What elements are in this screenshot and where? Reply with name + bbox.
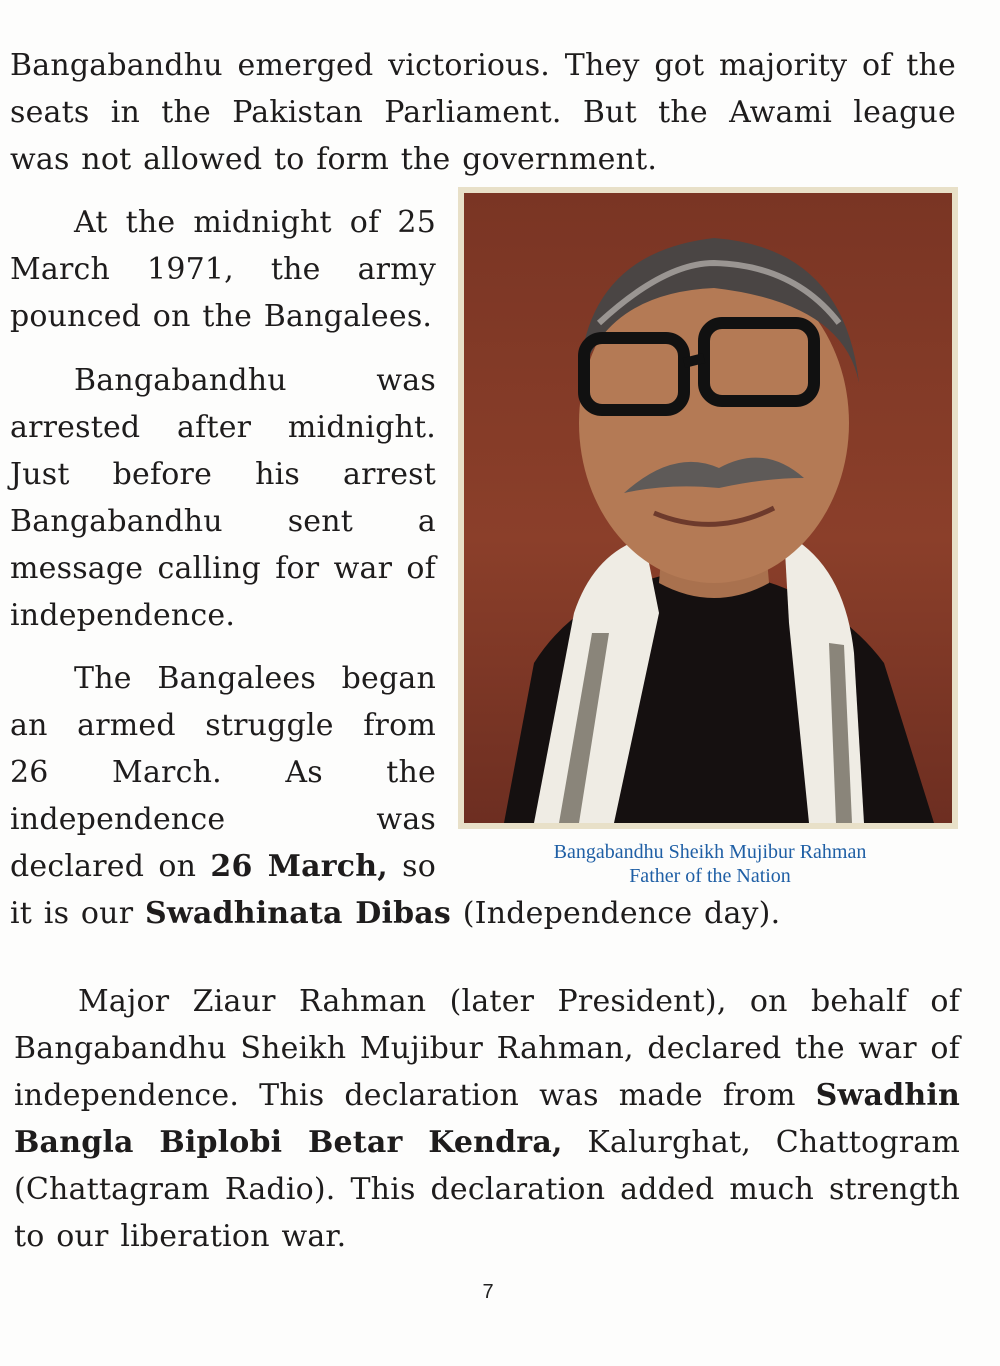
paragraph-3-line: Bangabandhu was — [74, 363, 436, 398]
caption-line: Father of the Nation — [629, 865, 791, 887]
page-number: 7 — [482, 1281, 494, 1303]
portrait-illustration — [464, 193, 952, 823]
bold-date: 26 March, — [210, 849, 388, 884]
paragraph-4 — [10, 655, 436, 890]
text-run: declared on — [10, 849, 211, 884]
paragraph-4-line — [10, 843, 436, 890]
paragraph-4-continuation — [10, 890, 790, 937]
portrait-photo — [464, 193, 952, 823]
paragraph-2 — [10, 199, 436, 340]
paragraph-4-line: an armed struggle from — [10, 708, 436, 743]
bold-station-name: Swadhin — [815, 1078, 960, 1113]
caption-line: Bangabandhu Sheikh Mujibur Rahman — [553, 841, 867, 863]
paragraph-2-line: March 1971, the army — [10, 252, 436, 287]
bold-station-name: Bangla Biplobi Betar Kendra, — [14, 1125, 563, 1160]
text-run: it is our — [10, 896, 145, 931]
paragraph-5-line: Bangabandhu Sheikh Mujibur Rahman, declared the war of — [14, 1031, 960, 1066]
photo-caption — [470, 840, 950, 888]
paragraph-2-line: pounced on the Bangalees. — [10, 299, 433, 334]
paragraph-5-line: (Chattagram Radio). This declaration added much strength — [14, 1172, 960, 1207]
bold-term: Swadhinata Dibas — [144, 896, 452, 931]
paragraph-5-line: to our liberation war. — [14, 1219, 347, 1254]
paragraph-1-line: Bangabandhu emerged victorious. They got majority of the — [10, 48, 956, 83]
paragraph-5-line — [14, 1119, 960, 1166]
paragraph-1-line: was not allowed to form the government. — [10, 142, 658, 177]
paragraph-3-line: Bangabandhu sent a — [10, 504, 436, 539]
paragraph-4-line: independence was — [10, 802, 436, 837]
text-run: independence. This declaration was made from — [14, 1078, 816, 1113]
paragraph-1 — [10, 42, 956, 183]
paragraph-5-line: Major Ziaur Rahman (later President), on behalf of — [78, 984, 960, 1019]
text-run: so — [387, 849, 437, 884]
paragraph-5 — [14, 978, 960, 1260]
paragraph-3-line: independence. — [10, 598, 236, 633]
text-run: (Independence day). — [451, 896, 781, 931]
paragraph-1-line: seats in the Pakistan Parliament. But the Awami league — [10, 95, 956, 130]
text-run: Kalurghat, Chattogram — [562, 1125, 960, 1160]
paragraph-2-line: At the midnight of 25 — [74, 205, 436, 240]
paragraph-3 — [10, 357, 436, 639]
paragraph-4-line: The Bangalees began — [74, 661, 436, 696]
paragraph-3-line: message calling for war of — [10, 551, 436, 586]
paragraph-4-line: 26 March. As the — [10, 755, 436, 790]
paragraph-5-line — [14, 1072, 960, 1119]
paragraph-3-line: Just before his arrest — [10, 457, 436, 492]
portrait-photo-frame — [458, 187, 958, 829]
paragraph-3-line: arrested after midnight. — [10, 410, 436, 445]
